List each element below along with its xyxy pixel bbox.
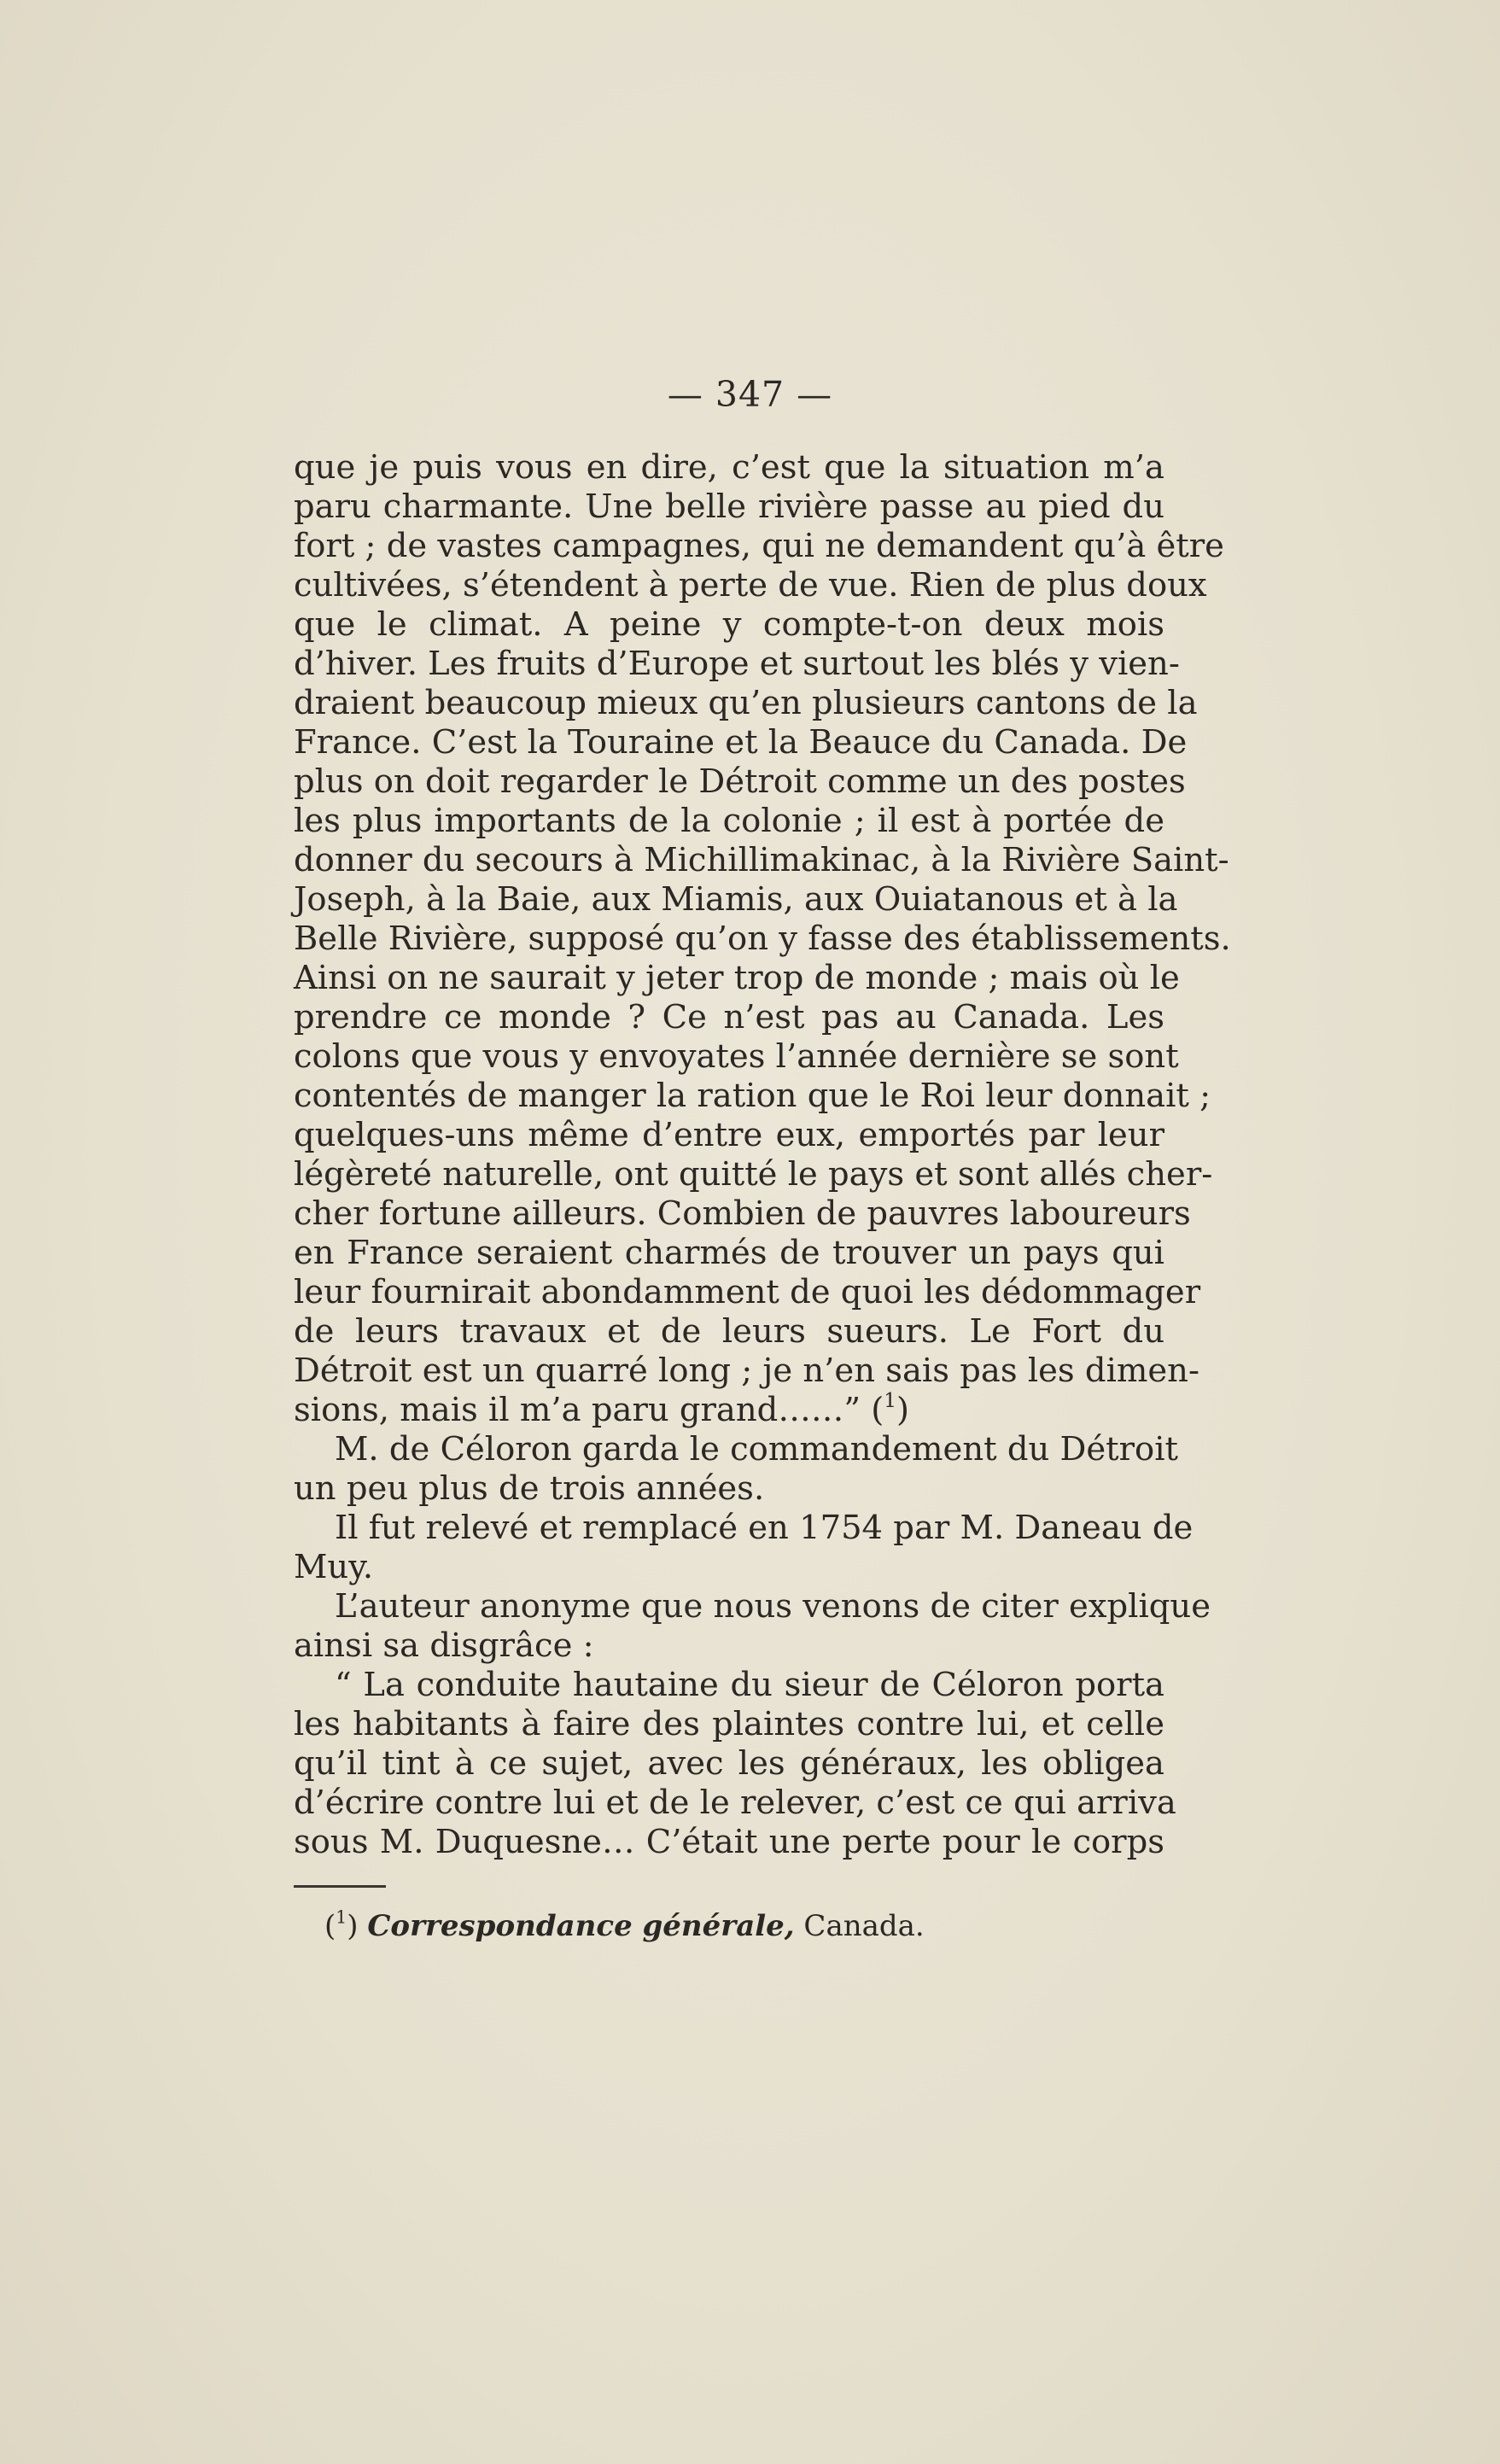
text-line <box>294 1037 1179 1077</box>
text-line <box>294 1312 1164 1352</box>
text-line <box>294 1077 1211 1116</box>
page-number: — 347 — <box>667 374 833 415</box>
footnote-source-title: Correspondance générale, <box>367 1909 795 1943</box>
text-line-content: M. de Céloron garda le commandement du Détroit <box>335 1430 1178 1468</box>
text-line-content: fort ; de vastes campagnes, qui ne demandent qu’à être <box>294 527 1224 565</box>
footnote-reference-close: ) <box>896 1391 910 1429</box>
text-line-content: contentés de manger la ration que le Roi leur donnait ; <box>294 1077 1211 1115</box>
text-line-content: Belle Rivière, supposé qu’on y fasse des établissements. <box>294 920 1231 958</box>
text-line-content: d’écrire contre lui et de le relever, c’est ce qui arriva <box>294 1784 1176 1822</box>
text-line <box>294 645 1180 684</box>
body-text <box>294 448 1231 1862</box>
text-line-content: Ainsi on ne saurait y jeter trop de monde ; mais où le <box>294 959 1180 997</box>
text-line-content: leur fournirait abondamment de quoi les dédommager <box>294 1273 1201 1311</box>
text-line <box>294 605 1164 645</box>
text-line <box>294 1352 1199 1391</box>
text-line-content: les plus importants de la colonie ; il est à portée de <box>294 802 1164 840</box>
text-line <box>294 527 1224 566</box>
text-line <box>294 802 1164 841</box>
footnote-marker-close: ) <box>347 1909 359 1943</box>
text-line <box>294 841 1229 880</box>
text-line-content: qu’il tint à ce sujet, avec les généraux, les obligea <box>294 1744 1164 1783</box>
text-line <box>294 1548 1164 1587</box>
text-line-content: Détroit est un quarré long ; je n’en sais pas les dimen- <box>294 1352 1199 1390</box>
text-line-content: que le climat. A peine y compte-t-on deux mois <box>294 605 1164 644</box>
text-line <box>294 1744 1164 1784</box>
text-line-content: quelques-uns même d’entre eux, emportés par leur <box>294 1116 1164 1154</box>
footnote-divider <box>294 1885 386 1888</box>
text-line <box>294 1469 1164 1509</box>
footnote-marker-open: ( <box>324 1909 336 1943</box>
footnote <box>324 1907 925 1945</box>
text-line-content: plus on doit regarder le Détroit comme un des postes <box>294 762 1186 801</box>
text-line-content: Joseph, à la Baie, aux Miamis, aux Ouiatanous et à la <box>294 880 1178 919</box>
text-line-content: Muy. <box>294 1548 374 1586</box>
text-line <box>294 920 1231 959</box>
text-line-content: France. C’est la Touraine et la Beauce du Canada. De <box>294 723 1188 762</box>
text-line-content: que je puis vous en dire, c’est que la situation m’a <box>294 448 1164 487</box>
text-line-content: un peu plus de trois années. <box>294 1469 765 1508</box>
text-line <box>294 998 1164 1037</box>
text-line <box>294 1273 1201 1312</box>
text-line <box>294 1116 1164 1155</box>
text-line-content: ainsi sa disgrâce : <box>294 1626 594 1665</box>
text-line <box>294 1587 1211 1626</box>
text-line <box>294 1705 1164 1744</box>
text-line-content: prendre ce monde ? Ce n’est pas au Canada. Les <box>294 998 1164 1036</box>
text-line-content: paru charmante. Une belle rivière passe au pied du <box>294 488 1164 526</box>
text-line <box>294 1509 1194 1548</box>
text-line <box>294 448 1164 488</box>
text-line-content: cultivées, s’étendent à perte de vue. Rien de plus doux <box>294 566 1207 604</box>
footnote-source-rest: Canada. <box>794 1909 925 1943</box>
text-line-content: en France seraient charmés de trouver un pays qui <box>294 1234 1164 1272</box>
text-line-content: sions, mais il m’a paru grand……” ( <box>294 1391 884 1429</box>
text-line <box>294 1234 1164 1273</box>
text-line <box>294 1430 1178 1469</box>
text-line <box>294 959 1180 998</box>
text-line-content: de leurs travaux et de leurs sueurs. Le Fort du <box>294 1312 1164 1351</box>
text-line <box>294 1784 1176 1823</box>
text-line <box>294 566 1207 605</box>
text-line-content: cher fortune ailleurs. Combien de pauvres laboureurs <box>294 1194 1191 1233</box>
text-line <box>294 762 1186 802</box>
text-line-content: d’hiver. Les fruits d’Europe et surtout les blés y vien- <box>294 645 1180 683</box>
footnote-reference: 1 <box>884 1389 896 1412</box>
text-line-content: les habitants à faire des plaintes contre lui, et celle <box>294 1705 1164 1743</box>
text-line-content: Il fut relevé et remplacé en 1754 par M. Daneau de <box>335 1509 1194 1547</box>
text-line <box>294 1155 1213 1194</box>
text-line <box>294 880 1178 920</box>
text-line-content: colons que vous y envoyates l’année dernière se sont <box>294 1037 1179 1076</box>
text-line-content: “ La conduite hautaine du sieur de Céloron porta <box>335 1666 1164 1704</box>
text-line-content: sous M. Duquesne… C’était une perte pour le corps <box>294 1823 1164 1861</box>
text-line <box>294 488 1164 527</box>
text-line <box>294 1823 1164 1862</box>
footnote-marker-number: 1 <box>336 1906 347 1928</box>
text-line <box>294 684 1198 723</box>
text-line <box>294 1391 1164 1430</box>
text-line-content: draient beaucoup mieux qu’en plusieurs cantons de la <box>294 684 1198 722</box>
text-line <box>294 1666 1164 1705</box>
text-line <box>294 723 1188 762</box>
text-line-content: donner du secours à Michillimakinac, à la Rivière Saint- <box>294 841 1229 879</box>
text-line-content: L’auteur anonyme que nous venons de citer explique <box>335 1587 1211 1626</box>
text-line <box>294 1194 1191 1234</box>
text-line-content: légèreté naturelle, ont quitté le pays et sont allés cher- <box>294 1155 1213 1194</box>
text-line <box>294 1626 1164 1666</box>
